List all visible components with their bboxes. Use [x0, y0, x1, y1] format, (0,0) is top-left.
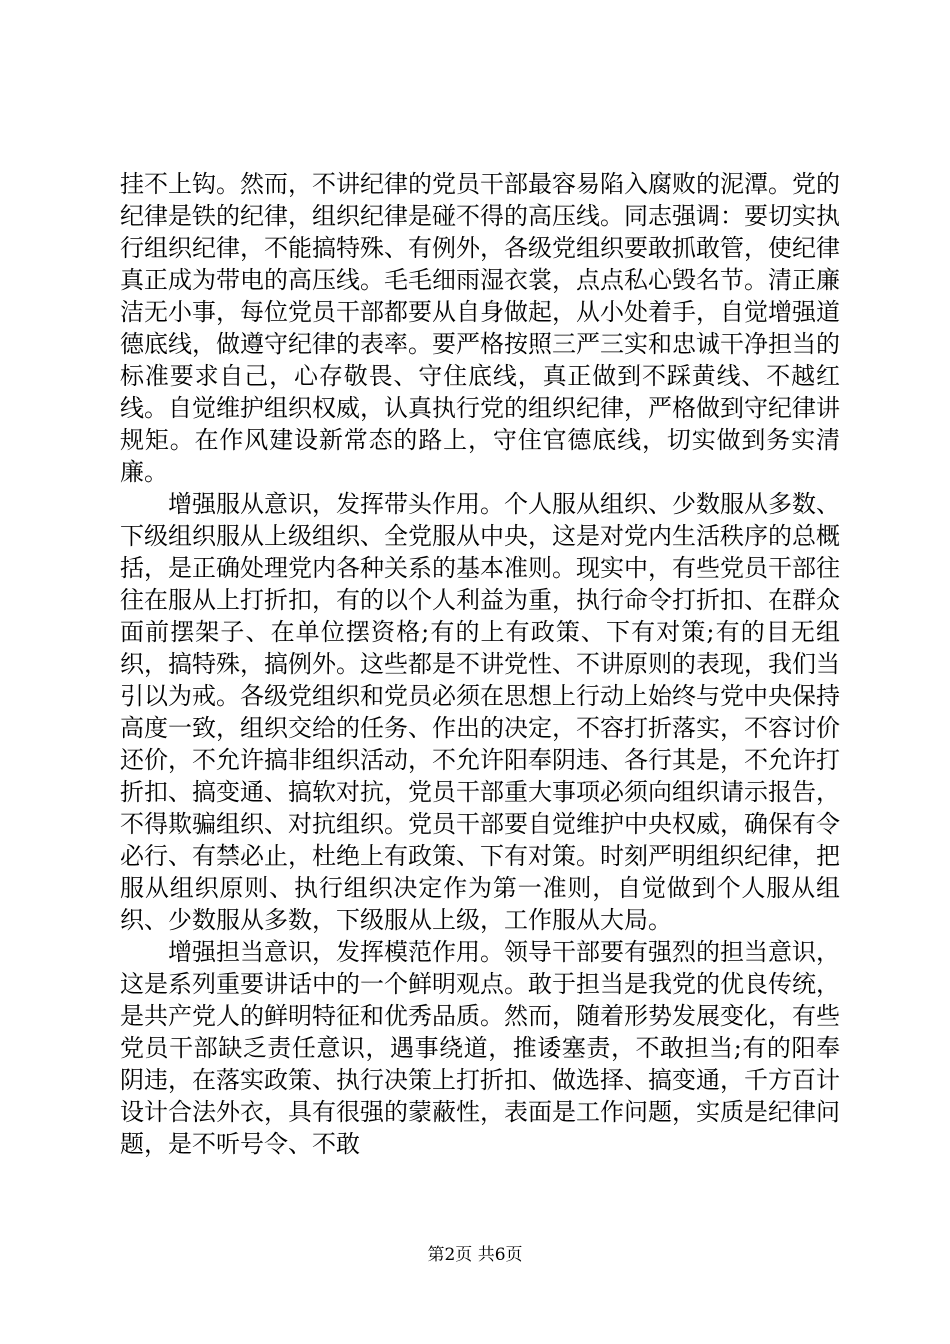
paragraph-3: 增强担当意识，发挥模范作用。领导干部要有强烈的担当意识，这是系列重要讲话中的一个鲜明观点。敢于担当是我党的优良传统，是共产党人的鲜明特征和优秀品质。然而，随着形势发展变化，有些党员干部缺乏责任意识，遇事绕道，推诿塞责，不敢担当;有的阳奉阴违，在落实政策、执行决策上打折扣、做选择、搞变通，千方百计设计合法外衣，具有很强的蒙蔽性，表面是工作问题，实质是纪律问题，是不听号令、不敢: [120, 938, 840, 1158]
paragraph-2: 增强服从意识，发挥带头作用。个人服从组织、少数服从多数、下级组织服从上级组织、全党服从中央，这是对党内生活秩序的总概括，是正确处理党内各种关系的基本准则。现实中，有些党员干部往往在服从上打折扣，有的以个人利益为重，执行命令打折扣、在群众面前摆架子、在单位摆资格;有的上有政策、下有对策;有的目无组织，搞特殊，搞例外。这些都是不讲党性、不讲原则的表现，我们当引以为戒。各级党组织和党员必须在思想上行动上始终与党中央保持高度一致，组织交给的任务、作出的决定，不容打折落实，不容讨价还价，不允许搞非组织活动，不允许阳奉阴违、各行其是，不允许打折扣、搞变通、搞软对抗，党员干部重大事项必须向组织请示报告，不得欺骗组织、对抗组织。党员干部要自觉维护中央权威，确保有令必行、有禁必止，杜绝上有政策、下有对策。时刻严明组织纪律，把服从组织原则、执行组织决定作为第一准则，自觉做到个人服从组织、少数服从多数，下级服从上级，工作服从大局。: [120, 490, 840, 934]
document-body: [120, 168, 840, 1160]
page-number-footer: 第2页 共6页: [427, 1245, 523, 1265]
paragraph-1: 挂不上钩。然而，不讲纪律的党员干部最容易陷入腐败的泥潭。党的纪律是铁的纪律，组织纪律是碰不得的高压线。同志强调：要切实执行组织纪律，不能搞特殊、有例外，各级党组织要敢抓敢管，使纪律真正成为带电的高压线。毛毛细雨湿衣裳，点点私心毁名节。清正廉洁无小事，每位党员干部都要从自身做起，从小处着手，自觉增强道德底线，做遵守纪律的表率。要严格按照三严三实和忠诚干净担当的标准要求自己，心存敬畏、守住底线，真正做到不踩黄线、不越红线。自觉维护组织权威，认真执行党的组织纪律，严格做到守纪律讲规矩。在作风建设新常态的路上，守住官德底线，切实做到务实清廉。: [120, 170, 840, 486]
